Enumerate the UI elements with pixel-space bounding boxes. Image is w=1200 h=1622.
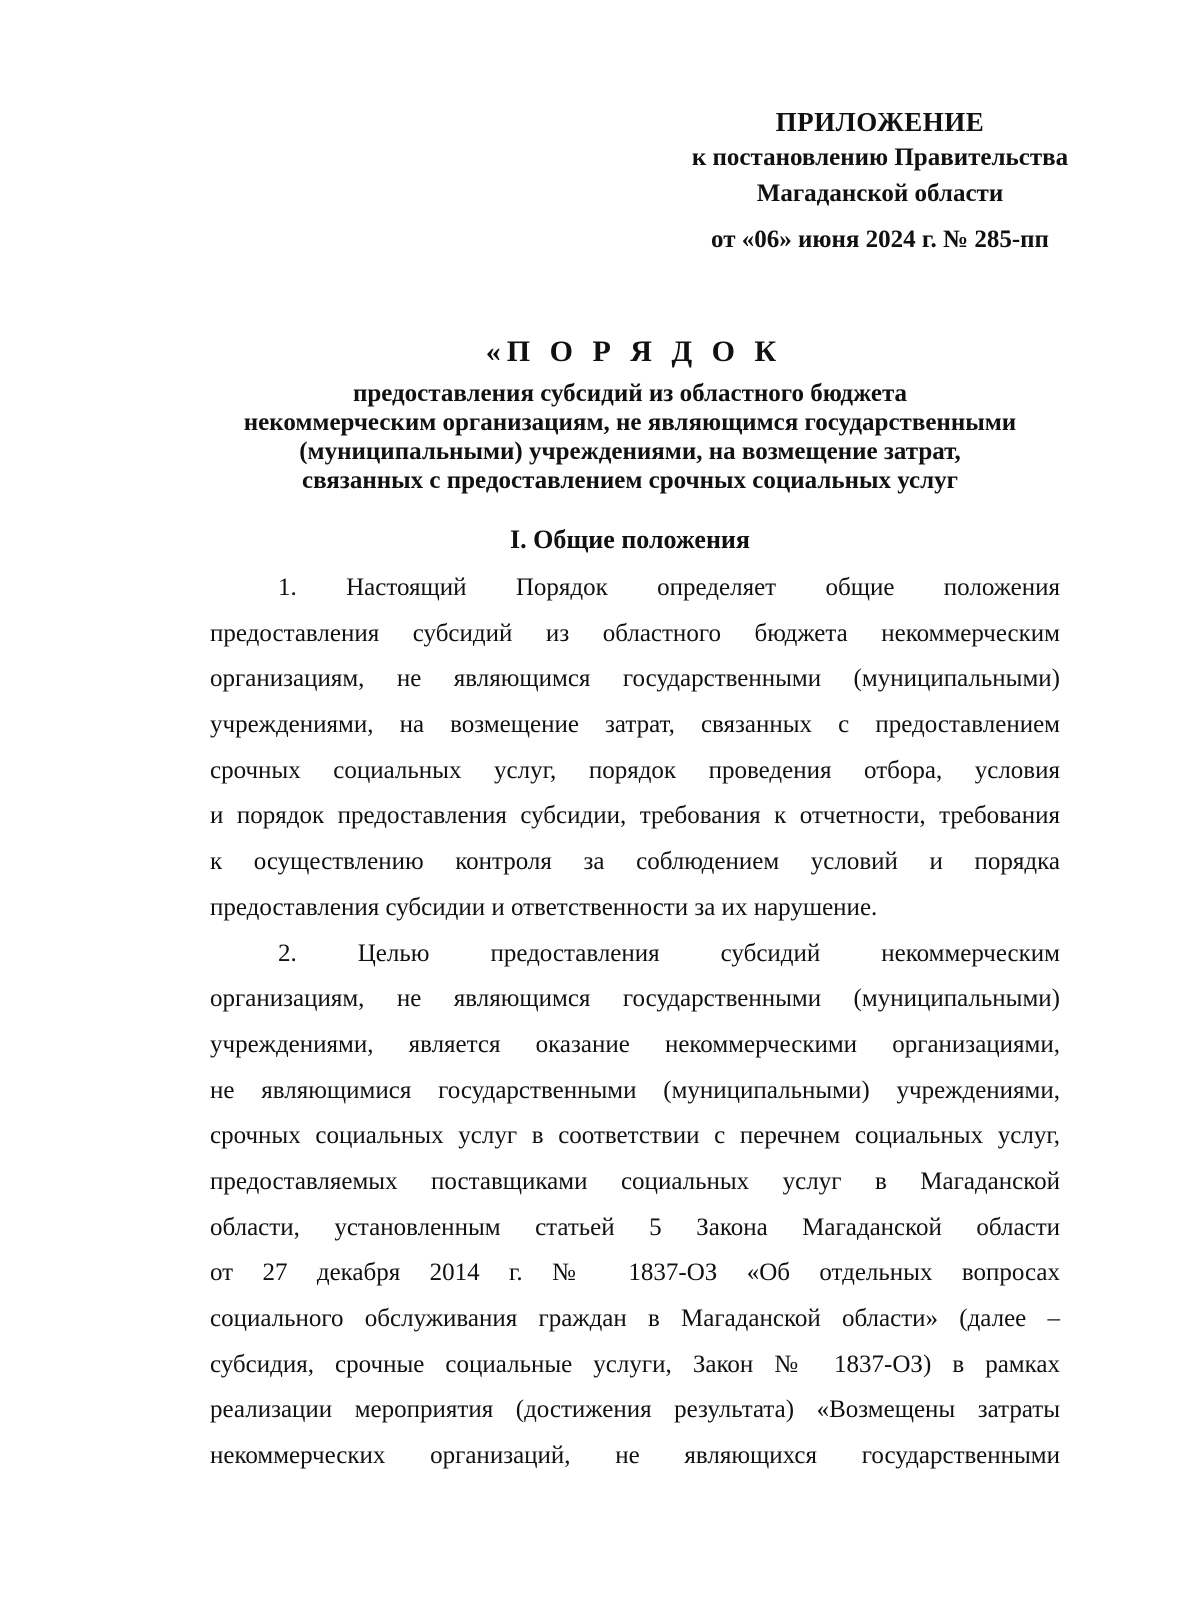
document-body bbox=[210, 565, 1060, 1479]
paragraph-2-line: учреждениями, является оказание некоммерческими организациями, bbox=[210, 1030, 1060, 1058]
section-heading: I. Общие положения bbox=[510, 525, 750, 554]
appendix-line-2: Магаданской области bbox=[756, 180, 1004, 207]
paragraph-2-line: области, установленным статьей 5 Закона Магаданской области bbox=[210, 1213, 1060, 1241]
subtitle-line: связанных с предоставлением срочных социальных услуг bbox=[301, 467, 959, 494]
paragraph-2-line: некоммерческих организаций, не являющихся государственными bbox=[210, 1442, 1060, 1470]
subtitle-line: некоммерческим организациям, не являющимся государственными bbox=[243, 409, 1017, 436]
paragraph-2-line: срочных социальных услуг в соответствии с перечнем социальных услуг, bbox=[210, 1122, 1060, 1150]
appendix-date: от «06» июня 2024 г. № 285-пп bbox=[711, 226, 1049, 253]
subtitle-line: предоставления субсидий из областного бюджета bbox=[352, 380, 908, 407]
paragraph-2-line: от 27 декабря 2014 г. № 1837-ОЗ «Об отдельных вопросах bbox=[210, 1259, 1060, 1287]
paragraph-2-line: субсидия, срочные социальные услуги, Закон № 1837-ОЗ) в рамках bbox=[210, 1350, 1060, 1378]
paragraph-1-line: 1. Настоящий Порядок определяет общие положения bbox=[278, 574, 1060, 601]
paragraph-2-line: 2. Целью предоставления субсидий некоммерческим bbox=[278, 939, 1060, 967]
subtitle-line: (муниципальными) учреждениями, на возмещение затрат, bbox=[299, 438, 961, 465]
paragraph-2-line: не являющимися государственными (муниципальными) учреждениями, bbox=[210, 1076, 1060, 1104]
paragraph-2-line: социального обслуживания граждан в Магаданской области» (далее – bbox=[210, 1305, 1060, 1332]
paragraph-1-line: предоставления субсидий из областного бюджета некоммерческим bbox=[210, 619, 1060, 647]
paragraph-1-line: предоставления субсидии и ответственности за их нарушение. bbox=[210, 893, 878, 921]
paragraph-1-line: и порядок предоставления субсидии, требования к отчетности, требования bbox=[210, 802, 1060, 830]
paragraph-1-line: учреждениями, на возмещение затрат, связанных с предоставлением bbox=[210, 711, 1060, 739]
paragraph-2-line: реализации мероприятия (достижения результата) «Возмещены затраты bbox=[210, 1396, 1060, 1424]
paragraph-2-line: организациям, не являющимся государственными (муниципальными) bbox=[210, 985, 1060, 1013]
paragraph-1-line: организациям, не являющимся государственными (муниципальными) bbox=[210, 665, 1060, 693]
order-title: «П О Р Я Д О К bbox=[485, 335, 783, 368]
paragraph-2-line: предоставляемых поставщиками социальных услуг в Магаданской bbox=[210, 1167, 1060, 1195]
appendix-title: ПРИЛОЖЕНИЕ bbox=[775, 107, 985, 137]
appendix-line-1: к постановлению Правительства bbox=[691, 144, 1069, 171]
paragraph-1-line: срочных социальных услуг, порядок проведения отбора, условия bbox=[210, 756, 1060, 784]
order-subtitle bbox=[170, 379, 1090, 495]
paragraph-1-line: к осуществлению контроля за соблюдением условий и порядка bbox=[210, 848, 1060, 876]
appendix-block bbox=[660, 104, 1100, 258]
